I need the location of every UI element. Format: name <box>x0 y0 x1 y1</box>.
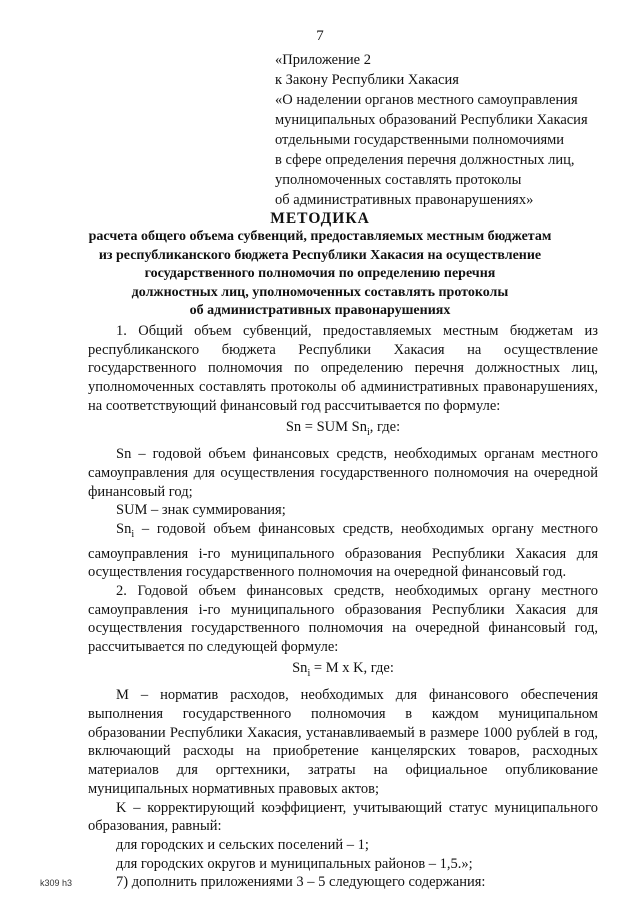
paragraph-1: 1. Общий объем субвенций, предоставляемых местным бюджетам из республиканского бюджета Республики Хакасия на осуществление государственного полномочия по определению перечня должностных лиц, уполномоченных составлять протоколы об административных правонарушениях, на соответствующий финансовый год рассчитывается по формуле: <box>88 323 598 414</box>
subtitle-line: об административных правонарушениях <box>189 303 451 318</box>
appendix-line: в сфере определения перечня должностных лиц, <box>275 152 575 168</box>
page-number: 7 <box>316 28 324 44</box>
appendix-header <box>275 50 615 210</box>
paragraph-2: 2. Годовой объем финансовых средств, необходимых органу местного самоуправления i-го муниципального образования Республики Хакасия для осуществления государственного полномочия на очередной финансовый год, рассчитывается по следующей формуле: <box>88 582 598 656</box>
formula-2: $Sn_i = M$ x K, где: <box>292 659 394 679</box>
subtitle-line: государственного полномочия по определению перечня <box>144 266 496 281</box>
appendix-line: муниципальных образований Республики Хакасия <box>275 112 588 128</box>
subtitle-line: должностных лиц, уполномоченных составлять протоколы <box>131 284 509 300</box>
document-body <box>88 322 598 892</box>
subtitle-line: расчета общего объема субвенций, предоставляемых местным бюджетам <box>88 229 552 244</box>
subtitle-line: из республиканского бюджета Республики Хакасия на осуществление <box>98 247 542 263</box>
footer-code: k309 h3 <box>40 878 73 888</box>
definition-k: K – корректирующий коэффициент, учитывающий статус муниципального образования, равный: <box>88 799 598 835</box>
document-title: МЕТОДИКА <box>270 210 370 227</box>
amendment-item-7: 7) дополнить приложениями 3 – 5 следующего содержания: <box>116 874 486 891</box>
document-subtitle <box>60 228 580 321</box>
definition-sn: Sn – годовой объем финансовых средств, необходимых органам местного самоуправления для осуществления государственного полномочия на очередной финансовый год; <box>88 446 598 500</box>
k-value-settlements: для городских и сельских поселений – 1; <box>116 836 369 853</box>
appendix-line: к Закону Республики Хакасия <box>275 72 459 88</box>
definition-m: M – норматив расходов, необходимых для финансового обеспечения выполнения государственного полномочия в каждом муниципальном образовании Республики Хакасия, устанавливаемый в размере 1000 рублей в год, включающий расходы на приобретение канцелярских товаров, расходных материалов для оргтехники, затраты на официальное опубликование муниципальных нормативных правовых актов; <box>88 687 598 797</box>
appendix-line: «О наделении органов местного самоуправления <box>275 92 578 108</box>
appendix-line: «Приложение 2 <box>275 52 371 68</box>
definition-sum: SUM – знак суммирования; <box>116 502 286 519</box>
definition-sni: $Sn_i$ – годовой объем финансовых средств, необходимых органу местного самоуправления i-го муниципального образования Республики Хакасия для осуществления государственного полномочия на очередной финансовый год. <box>88 520 598 581</box>
appendix-line: отдельными государственными полномочиями <box>275 132 565 148</box>
k-value-districts: для городских округов и муниципальных районов – 1,5.»; <box>116 855 473 872</box>
appendix-line: об административных правонарушениях» <box>275 192 534 208</box>
formula-1: Sn = SUM $Sn_i$, где: <box>285 418 401 438</box>
appendix-line: уполномоченных составлять протоколы <box>275 172 522 188</box>
